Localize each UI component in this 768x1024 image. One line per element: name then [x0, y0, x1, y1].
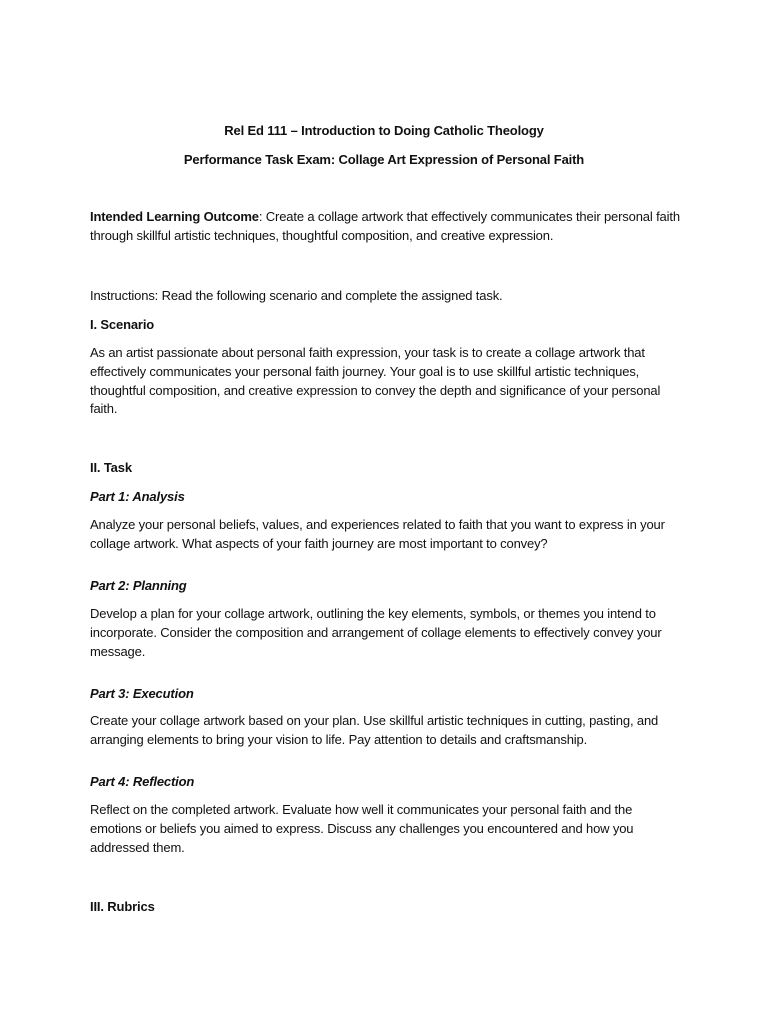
ilo-text: : Create a collage artwork that effectively communicates their personal faith through skillful artistic techniques, thoughtful composition, and creative expression. [90, 209, 680, 243]
course-title: Rel Ed 111 – Introduction to Doing Catholic Theology [224, 123, 544, 138]
part-3-text: Create your collage artwork based on your plan. Use skillful artistic techniques in cutting, pasting, and arranging elements to bring your vision to life. Pay attention to details and craftsmanship. [90, 713, 659, 747]
part-4-title: Part 4: Reflection [90, 774, 195, 789]
part-3-title: Part 3: Execution [90, 686, 194, 701]
exam-title: Performance Task Exam: Collage Art Expression of Personal Faith [183, 152, 585, 167]
part-2-text: Develop a plan for your collage artwork, outlining the key elements, symbols, or themes you intend to incorporate. Consider the composition and arrangement of collage elements to effectively convey your message. [90, 606, 662, 659]
part-4-text: Reflect on the completed artwork. Evaluate how well it communicates your personal faith and the emotions or beliefs you aimed to express. Discuss any challenges you encountered and how you addressed them. [90, 802, 634, 855]
part-2-title: Part 2: Planning [90, 578, 187, 593]
instructions: Instructions: Read the following scenario and complete the assigned task. [90, 288, 503, 303]
scenario-heading: I. Scenario [90, 317, 155, 332]
part-1-title: Part 1: Analysis [90, 489, 185, 504]
ilo-label: Intended Learning Outcome [90, 209, 259, 224]
part-1-text: Analyze your personal beliefs, values, and experiences related to faith that you want to express in your collage artwork. What aspects of your faith journey are most important to convey? [90, 517, 665, 551]
intended-learning-outcome [90, 208, 682, 246]
scenario-text: As an artist passionate about personal faith expression, your task is to create a collage artwork that effectively communicates your personal faith journey. Your goal is to use skillful artistic techniques, thoughtful composition, and creative expression to convey the depth and significance of your personal faith. [90, 345, 661, 417]
rubrics-heading: III. Rubrics [90, 899, 155, 914]
task-heading: II. Task [90, 460, 132, 475]
